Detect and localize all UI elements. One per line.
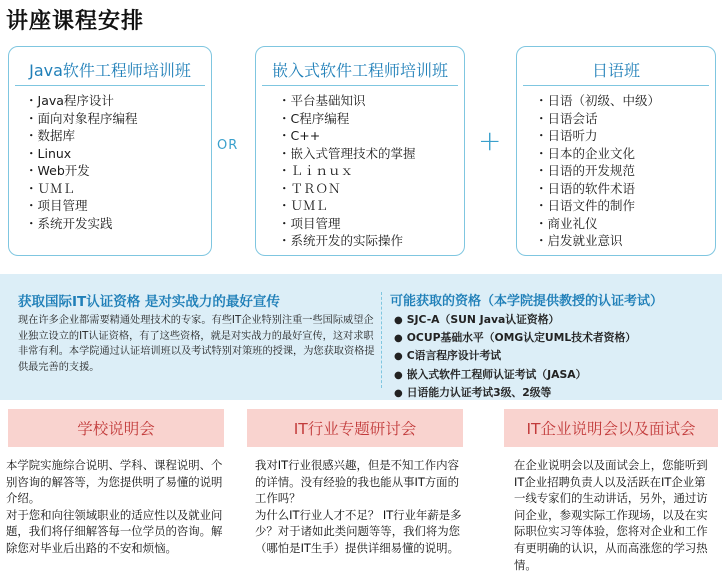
session-body-it-seminar: 我对IT行业很感兴趣，但是不知工作内容的详情。没有经验的我也能从事IT方面的工作吗？ 为什么IT行业人才不足？ IT行业年薪是多少？对于诸如此类问题等等，我们将为您（哪怕是IT生手）提供详细易懂的说明。	[255, 458, 462, 555]
list-item: ・ 面向对象程序编程	[25, 110, 138, 128]
session-body-school: 本学院实施综合说明、学科、课程说明、个别咨询的解答等，为您提供明了易懂的说明介绍。 对于您和向往领域职业的适应性以及就业问题，我们将仔细解答每一位学员的咨询。解除您对毕业后出路的不安和烦恼。	[6, 458, 223, 555]
band-divider	[381, 292, 382, 388]
list-item: ・ 平台基础知识	[278, 92, 416, 110]
list-item: ・ 数据库	[25, 127, 138, 145]
list-item: ・ Web开发	[25, 162, 138, 180]
list-item: ・ ＵＭＬ	[278, 197, 416, 215]
list-item: ● 嵌入式软件工程师认证考试（JASA）	[394, 366, 636, 384]
or-connector: OR	[217, 138, 239, 153]
list-item: ・ 嵌入式管理技术的掌握	[278, 145, 416, 163]
course-card-japanese	[516, 46, 716, 256]
list-item: ・ 商业礼仪	[535, 215, 660, 233]
list-item: ・ 日语会话	[535, 110, 660, 128]
list-item: ・ 日本的企业文化	[535, 145, 660, 163]
course-divider	[15, 85, 205, 86]
certification-heading: 获取国际IT认证资格 是对实战力的最好宣传	[18, 294, 280, 310]
list-item: ● OCUP基础水平（OMG认定UML技术者资格）	[394, 329, 636, 347]
list-item: ・ 项目管理	[278, 215, 416, 233]
course-card-java	[8, 46, 212, 256]
list-item: ・ 日语文件的制作	[535, 197, 660, 215]
list-item: ・ 日语听力	[535, 127, 660, 145]
course-title-embedded: 嵌入式软件工程师培训班	[271, 61, 448, 80]
plus-connector: +	[478, 124, 502, 157]
list-item: ・ 日语的开发规范	[535, 162, 660, 180]
list-item: ・ Java程序设计	[25, 92, 138, 110]
course-divider	[262, 85, 458, 86]
course-list-japanese	[535, 92, 660, 250]
list-item: ● 日语能力认证考试3级、2级等	[394, 384, 636, 402]
page-title: 讲座课程安排	[6, 9, 145, 34]
list-item: ・ ＵＭＬ	[25, 180, 138, 198]
list-item: ・ ＴＲＯＮ	[278, 180, 416, 198]
list-item: ● C语言程序设计考试	[394, 347, 636, 365]
certification-body: 现在许多企业都需要精通处理技术的专家。有些IT企业特别注重一些国际威望企业独立设立的IT认证资格，有了这些资格，就是对实战力的最好宣传，这对求职非常有利。本学院通过认证培训班以及考试特别对策班的授课，为您获取资格提供最完善的支援。	[18, 315, 375, 373]
list-item: ・ 项目管理	[25, 197, 138, 215]
certification-list-heading: 可能获取的资格（本学院提供教授的认证考试）	[390, 294, 664, 309]
session-body-company: 在企业说明会以及面试会上，您能听到IT企业招聘负责人以及活跃在IT企业第一线专家们的生动讲话，另外，通过访问企业，参观实际工作现场，以及在实际职位实习等体验，您将对企业和工作有更明确的认识，从而高涨您的学习热情。	[514, 458, 708, 572]
list-item: ・ Linux	[25, 145, 138, 163]
session-header-it-seminar: IT行业专题研讨会	[247, 409, 463, 447]
list-item: ・ C程序编程	[278, 110, 416, 128]
course-card-embedded	[255, 46, 465, 256]
course-list-java	[25, 92, 138, 232]
certification-list	[394, 311, 636, 402]
session-header-company: IT企业说明会以及面试会	[504, 409, 718, 447]
list-item: ・ 日语的软件术语	[535, 180, 660, 198]
course-title-japanese: 日语班	[591, 61, 640, 80]
course-list-embedded	[278, 92, 416, 250]
list-item: ・ 系统开发的实际操作	[278, 232, 416, 250]
session-header-school: 学校说明会	[8, 409, 224, 447]
course-divider	[523, 85, 709, 86]
course-title-java: Java软件工程师培训班	[29, 61, 191, 80]
list-item: ・ Ｌｉｎｕｘ	[278, 162, 416, 180]
list-item: ・ 系统开发实践	[25, 215, 138, 233]
list-item: ・ 启发就业意识	[535, 232, 660, 250]
list-item: ・ C++	[278, 127, 416, 145]
list-item: ● SJC-A（SUN Java认证资格）	[394, 311, 636, 329]
list-item: ・ 日语（初级、中级）	[535, 92, 660, 110]
